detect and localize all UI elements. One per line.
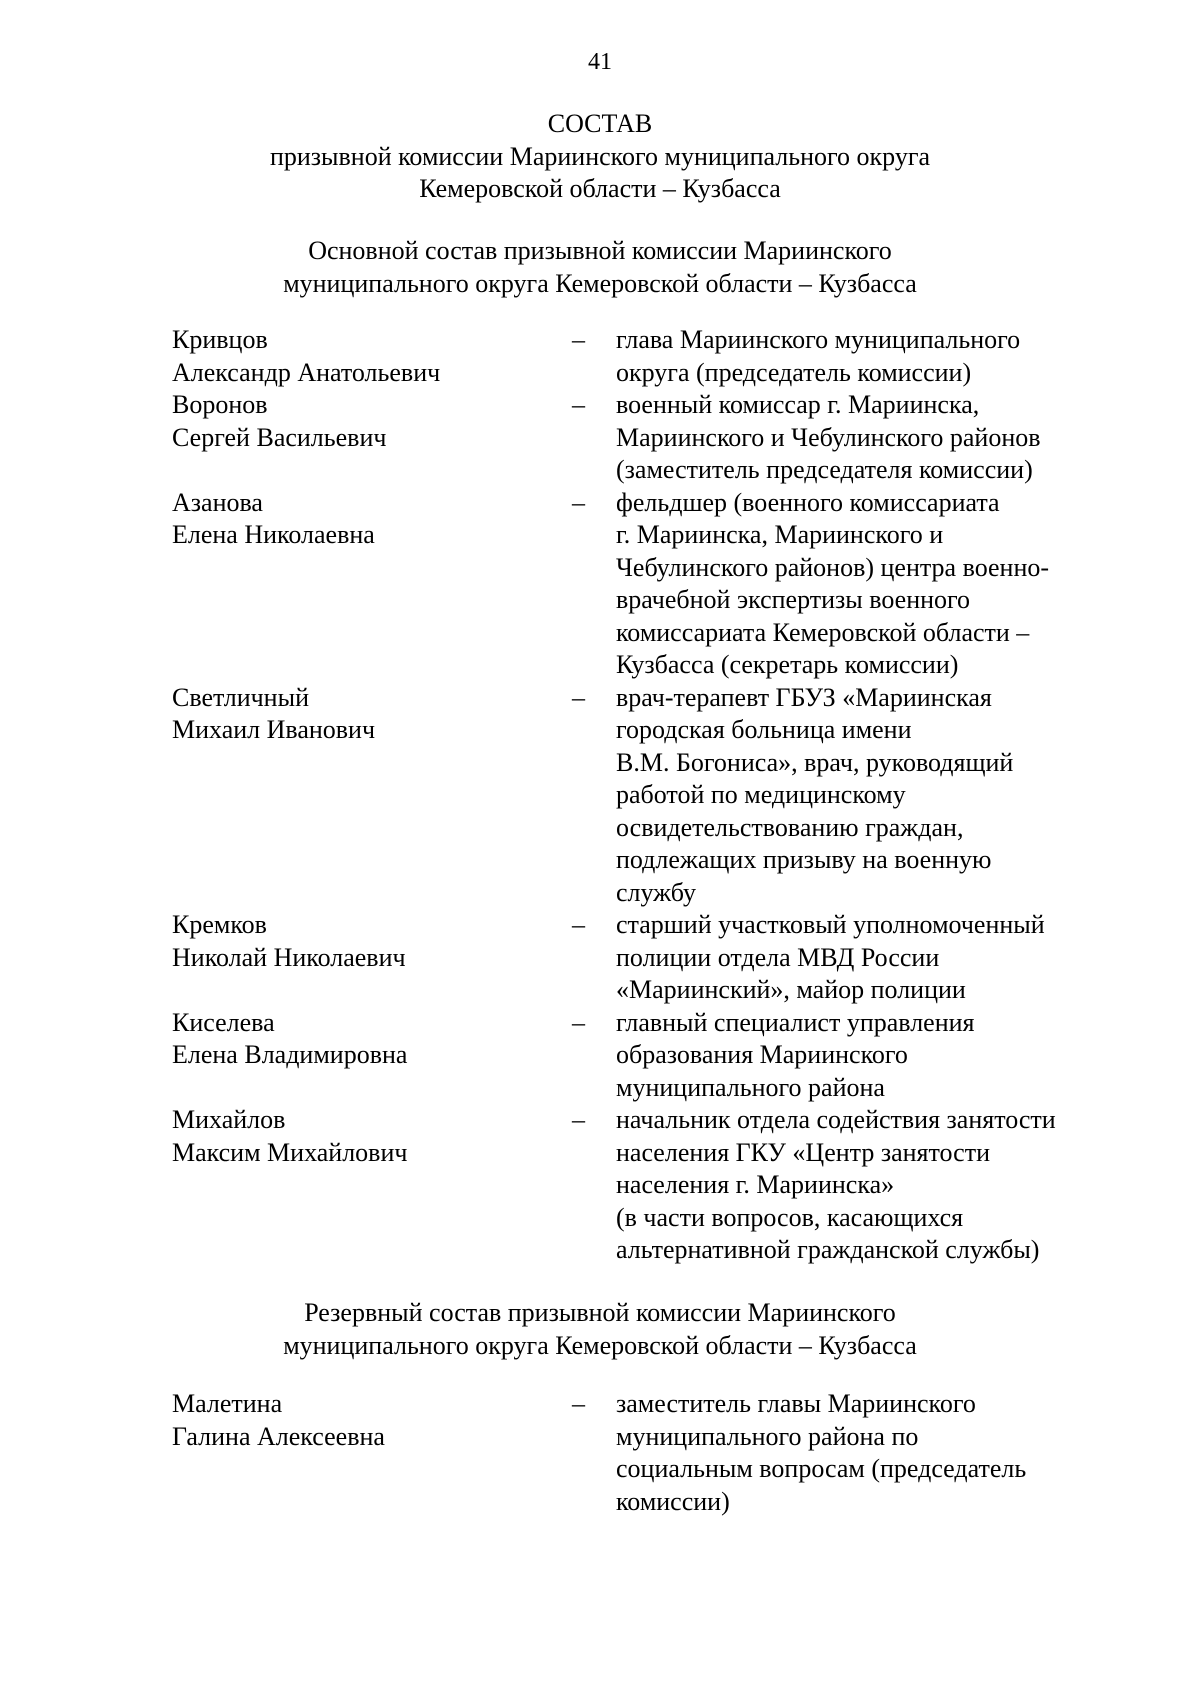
- member-role-line: Кузбасса (секретарь комиссии): [616, 650, 959, 679]
- member-role-line: округа (председатель комиссии): [616, 357, 972, 387]
- main-member-list: [172, 324, 1112, 1267]
- member-role: [616, 1104, 1096, 1267]
- member-role-line: полиции отдела МВД России: [616, 942, 940, 972]
- member-role-line: (в части вопросов, касающихся: [616, 1202, 964, 1232]
- member-role: [616, 909, 1096, 1007]
- member-role-line: (заместитель председателя комиссии): [616, 455, 1033, 484]
- member-role-line: главный специалист управления: [616, 1007, 975, 1037]
- reserve-section-heading: [0, 1297, 1200, 1362]
- member-given-names: Елена Николаевна: [172, 520, 375, 549]
- member-role: [616, 1388, 1096, 1518]
- member-role-line: населения ГКУ «Центр занятости: [616, 1137, 990, 1167]
- member-name: [172, 682, 572, 747]
- member-role-line: комиссии): [616, 1486, 730, 1516]
- member-name: [172, 1007, 572, 1072]
- member-role-line: врач-терапевт ГБУЗ «Мариинская: [616, 682, 992, 712]
- main-heading-line-1: Основной состав призывной комиссии Мариинского: [308, 236, 892, 265]
- member-role-line: заместитель главы Мариинского: [616, 1389, 976, 1418]
- member-given-names: Михаил Иванович: [172, 715, 376, 744]
- title-line-1: СОСТАВ: [547, 109, 653, 138]
- member-role-line: Мариинского и Чебулинского районов: [616, 422, 1041, 452]
- member-name: [172, 1388, 572, 1453]
- member-role-line: альтернативной гражданской службы): [616, 1235, 1040, 1264]
- member-surname: Азанова: [172, 487, 263, 517]
- member-surname: Воронов: [172, 390, 268, 419]
- member-role: [616, 487, 1096, 682]
- member-role-line: начальник отдела содействия занятости: [616, 1105, 1056, 1134]
- member-name: [172, 1104, 572, 1169]
- member-name: [172, 487, 572, 552]
- member-role: [616, 324, 1096, 389]
- member-given-names: Галина Алексеевна: [172, 1421, 385, 1451]
- member-role-line: городская больница имени: [616, 715, 912, 744]
- reserve-heading-line-1: Резервный состав призывной комиссии Мариинского: [304, 1298, 896, 1327]
- member-entry: [172, 1007, 1112, 1105]
- member-role-line: фельдшер (военного комиссариата: [616, 487, 1000, 517]
- page-number: 41: [588, 49, 612, 75]
- member-entry: [172, 389, 1112, 487]
- title-line-2: призывной комиссии Мариинского муниципального округа: [269, 141, 931, 171]
- member-surname: Михайлов: [172, 1105, 286, 1134]
- member-role-line: В.М. Богониса», врач, руководящий: [616, 747, 1014, 777]
- member-entry: [172, 324, 1112, 389]
- title-line-3: Кемеровской области – Кузбасса: [419, 174, 781, 203]
- member-given-names: Сергей Васильевич: [172, 422, 387, 452]
- member-role-line: старший участковый уполномоченный: [616, 910, 1045, 939]
- member-role-line: образования Мариинского: [616, 1040, 908, 1069]
- document-title: [0, 108, 1200, 206]
- main-section-heading: [0, 235, 1200, 300]
- member-role-line: врачебной экспертизы военного: [616, 585, 971, 614]
- member-role-line: «Мариинский», майор полиции: [616, 975, 966, 1004]
- member-role-line: глава Мариинского муниципального: [616, 325, 1021, 354]
- member-entry: [172, 1388, 1112, 1518]
- member-role-line: населения г. Мариинска»: [616, 1170, 895, 1199]
- member-role-line: службу: [616, 877, 697, 907]
- member-name: [172, 389, 572, 454]
- member-dash: –: [572, 1105, 585, 1134]
- member-role: [616, 1007, 1096, 1105]
- member-role-line: Чебулинского районов) центра военно-: [616, 552, 1050, 582]
- member-name: [172, 909, 572, 974]
- member-entry: [172, 487, 1112, 682]
- member-entry: [172, 909, 1112, 1007]
- member-role-line: социальным вопросам (председатель: [616, 1454, 1027, 1483]
- member-role-line: подлежащих призыву на военную: [616, 845, 992, 874]
- member-entry: [172, 682, 1112, 910]
- reserve-member-list: [172, 1388, 1112, 1518]
- member-given-names: Максим Михайлович: [172, 1137, 408, 1167]
- member-dash: –: [572, 487, 585, 517]
- reserve-heading-line-2: муниципального округа Кемеровской области – Кузбасса: [283, 1330, 917, 1360]
- member-surname: Светличный: [172, 682, 309, 712]
- member-given-names: Елена Владимировна: [172, 1040, 408, 1069]
- member-role-line: муниципального района: [616, 1072, 885, 1102]
- member-dash: –: [572, 325, 585, 354]
- member-surname: Киселева: [172, 1007, 275, 1037]
- member-dash: –: [572, 910, 585, 939]
- member-role-line: комиссариата Кемеровской области –: [616, 617, 1030, 647]
- member-entry: [172, 1104, 1112, 1267]
- member-surname: Кривцов: [172, 325, 268, 354]
- member-role: [616, 682, 1096, 910]
- member-role-line: г. Мариинска, Мариинского и: [616, 520, 944, 549]
- member-surname: Малетина: [172, 1389, 283, 1418]
- member-role-line: работой по медицинскому: [616, 780, 906, 809]
- member-dash: –: [572, 390, 585, 419]
- member-role-line: военный комиссар г. Мариинска,: [616, 390, 980, 419]
- member-role-line: освидетельствованию граждан,: [616, 812, 964, 842]
- member-surname: Кремков: [172, 910, 267, 939]
- member-given-names: Александр Анатольевич: [172, 357, 441, 387]
- member-dash: –: [572, 1389, 585, 1418]
- member-dash: –: [572, 1007, 585, 1037]
- member-name: [172, 324, 572, 389]
- member-dash: –: [572, 682, 585, 712]
- member-given-names: Николай Николаевич: [172, 942, 406, 972]
- member-role: [616, 389, 1096, 487]
- member-role-line: муниципального района по: [616, 1421, 919, 1451]
- main-heading-line-2: муниципального округа Кемеровской области – Кузбасса: [283, 268, 917, 298]
